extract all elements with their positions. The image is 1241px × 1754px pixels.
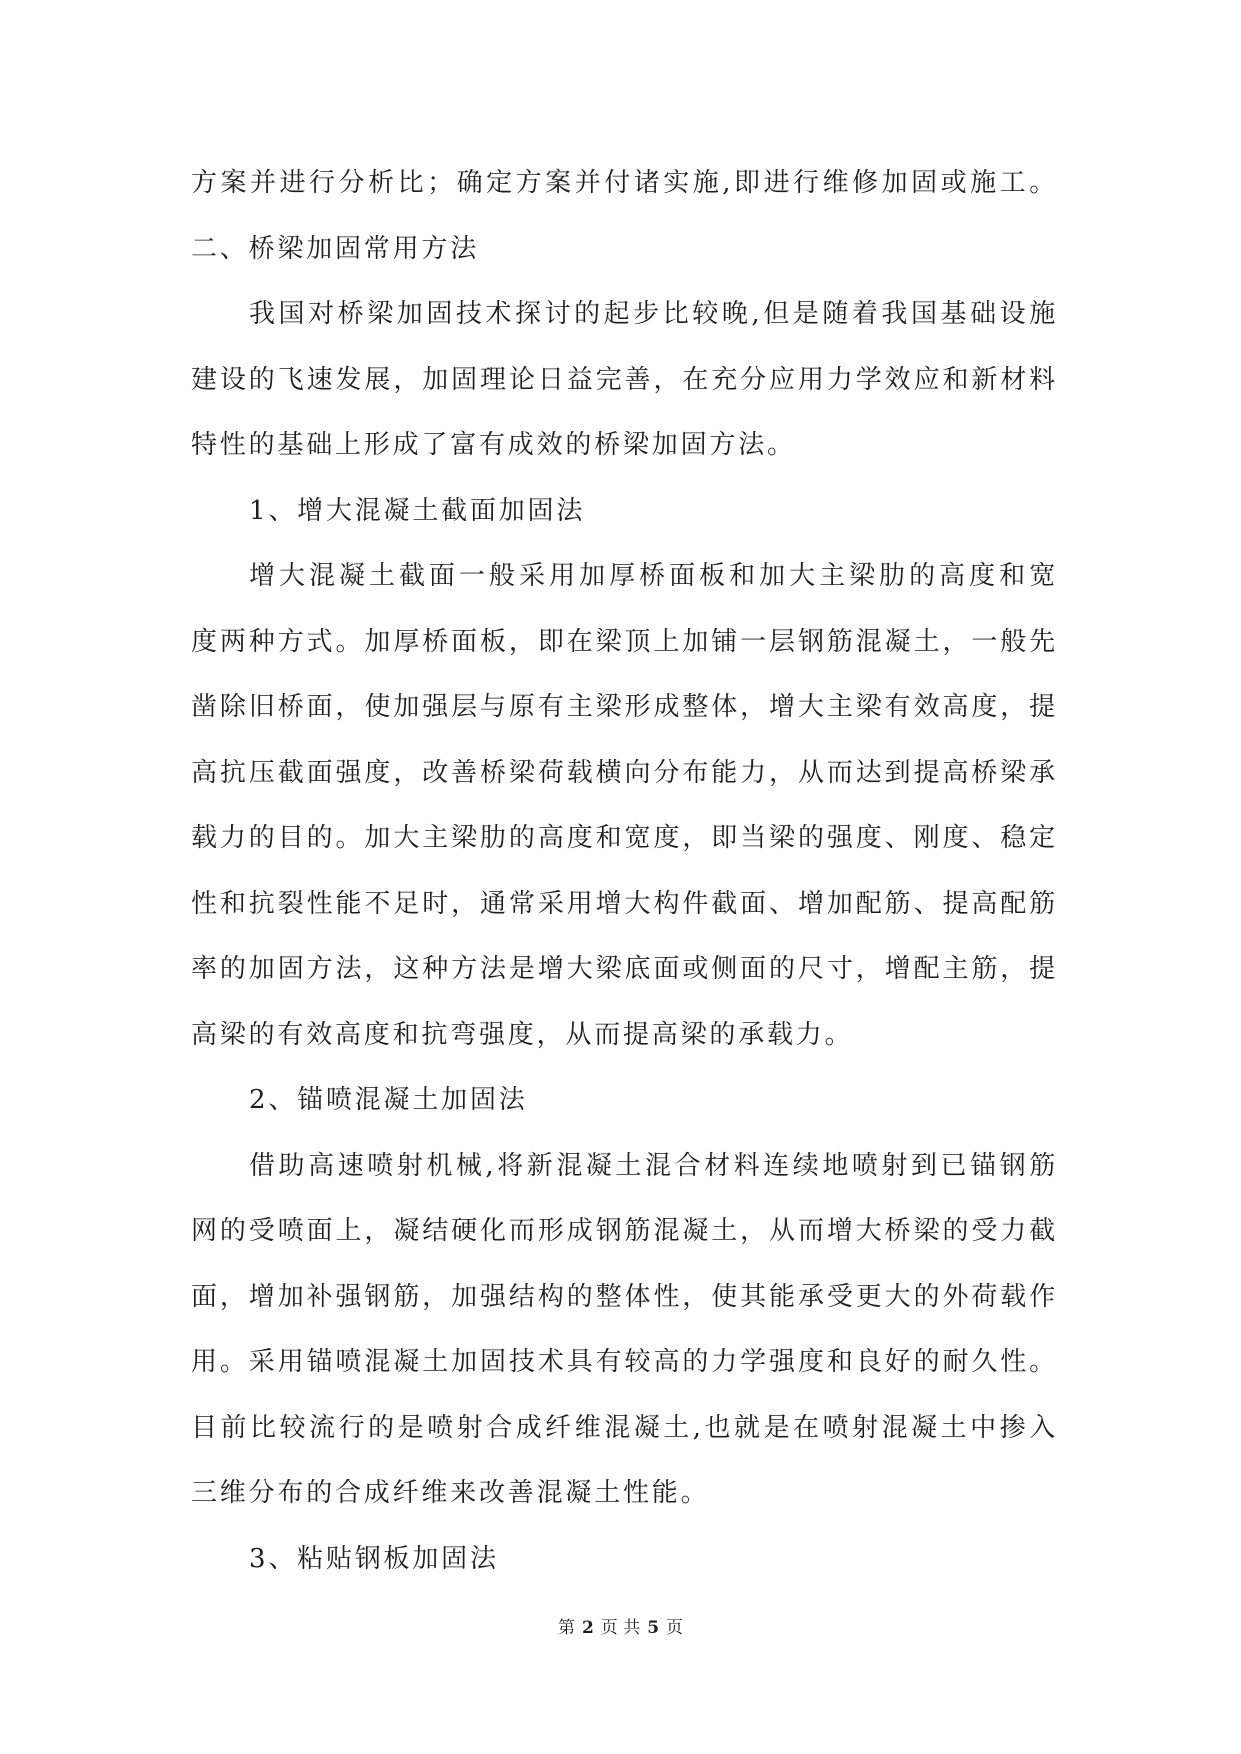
text-line: 建设的飞速发展，加固理论日益完善，在充分应用力学效应和新材料 [191, 364, 1058, 395]
page-footer [0, 1615, 1241, 1641]
subheading-text: 2、锚喷混凝土加固法 [249, 1085, 528, 1115]
paragraph [191, 282, 1058, 479]
subheading-text: 1、增大混凝土截面加固法 [249, 495, 586, 526]
text-line: 增大混凝土截面一般采用加厚桥面板和加大主梁肋的高度和宽 [249, 561, 1058, 591]
footer-page-middle: 页 共 [600, 1618, 641, 1638]
footer-page-prefix: 第 [557, 1618, 575, 1638]
footer-page-number: 2 [581, 1618, 594, 1638]
text-line: 面，增加补强钢筋，加强结构的整体性，使其能承受更大的外荷载作 [191, 1281, 1058, 1312]
text-line: 网的受喷面上，凝结硬化而形成钢筋混凝土，从而增大桥梁的受力截 [191, 1216, 1058, 1246]
text-line: 高梁的有效高度和抗弯强度，从而提高梁的承载力。 [191, 1019, 854, 1050]
text-line: 载力的目的。加大主梁肋的高度和宽度，即当梁的强度、刚度、稳定 [191, 823, 1058, 853]
text-line: 高抗压截面强度，改善桥梁荷载横向分布能力，从而达到提高桥梁承 [191, 757, 1058, 788]
text-line: 凿除旧桥面，使加强层与原有主梁形成整体，增大主梁有效高度，提 [191, 692, 1058, 722]
paragraph-continuation [191, 151, 1058, 217]
subsection-heading [191, 479, 1058, 545]
paragraph [191, 1134, 1058, 1527]
footer-page-total: 5 [647, 1618, 660, 1638]
subsection-heading [191, 1068, 1058, 1134]
text-line: 度两种方式。加厚桥面板，即在梁顶上加铺一层钢筋混凝土，一般先 [191, 626, 1058, 657]
text-line: 用。采用锚喷混凝土加固技术具有较高的力学强度和良好的耐久性。 [191, 1347, 1058, 1377]
text-line: 率的加固方法，这种方法是增大梁底面或侧面的尺寸，增配主筋，提 [191, 954, 1058, 984]
text-line: 目前比较流行的是喷射合成纤维混凝土,也就是在喷射混凝土中掺入 [191, 1412, 1058, 1443]
body-text [191, 151, 1058, 1592]
section-heading [191, 217, 1058, 283]
footer-page-suffix: 页 [666, 1618, 684, 1638]
text-line: 性和抗裂性能不足时，通常采用增大构件截面、增加配筋、提高配筋 [191, 888, 1058, 919]
subsection-heading [191, 1527, 1058, 1593]
text-line: 借助高速喷射机械,将新混凝土混合材料连续地喷射到已锚钢筋 [249, 1150, 1058, 1181]
text-line: 我国对桥梁加固技术探讨的起步比较晚,但是随着我国基础设施 [249, 299, 1058, 329]
text-line: 方案并进行分析比；确定方案并付诸实施,即进行维修加固或施工。 [191, 168, 1058, 198]
subheading-text: 3、粘贴钢板加固法 [249, 1543, 499, 1574]
paragraph [191, 544, 1058, 1068]
heading-text: 二、桥梁加固常用方法 [191, 233, 480, 264]
text-line: 特性的基础上形成了富有成效的桥梁加固方法。 [191, 430, 796, 460]
text-line: 三维分布的合成纤维来改善混凝土性能。 [191, 1478, 710, 1508]
